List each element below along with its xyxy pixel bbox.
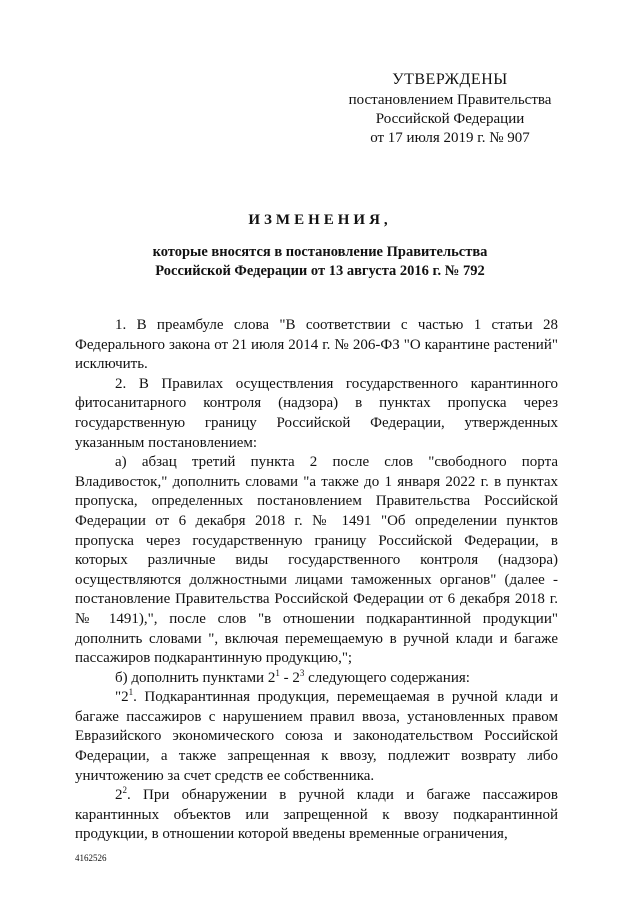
p5-sup: 1 <box>128 687 134 698</box>
document-body <box>75 316 558 845</box>
approval-stamp <box>330 70 570 148</box>
p4-sup-2: 3 <box>299 667 305 678</box>
p4-sup-1: 1 <box>275 667 280 678</box>
approval-heading: УТВЕРЖДЕНЫ <box>392 71 508 88</box>
p5-part-b: . Подкарантинная продукция, перемещаемая в ручной клади и багаже пассажиров с нарушением правил ввоза, установленных правом Евразийского экономического союза и законодательством Российской Федерации, а также запрещенная к ввозу, подлежит возврату либо уничтожению за счет средств ее собственника. <box>75 689 558 784</box>
p6-part-a: 2 <box>115 787 123 804</box>
approval-line-1: постановлением Правительства <box>348 92 552 108</box>
p4-part-a: б) дополнить пунктами 2 <box>115 669 276 686</box>
paragraph-2b <box>75 669 558 689</box>
document-code: 4162526 <box>75 853 107 863</box>
paragraph-2a: а) абзац третий пункта 2 после слов "свободного порта Владивосток," дополнить словами "а также до 1 января 2022 г. в пунктах пропуска, определенных постановлением Правительства Российской Федерации от 6 декабря 2018 г. № 1491 "Об определении пунктов пропуска через государственную границу Российской Федерации, в которых различные виды государственного контроля (надзора) осуществляются должностными лицами таможенных органов" (далее - постановление Правительства Российской Федерации от 6 декабря 2018 г. № 1491),", после слов "в отношении подкарантинной продукции" дополнить словами ", включая перемещаемую в ручной клади и багаже пассажиров подкарантинную продукцию,"; <box>75 454 558 667</box>
approval-line-2: Российской Федерации <box>375 111 525 127</box>
p4-part-c: следующего содержания: <box>304 669 470 686</box>
paragraph-2-1 <box>75 688 558 786</box>
paragraph-2-2 <box>75 786 558 845</box>
p6-part-b: . При обнаружении в ручной клади и багаже пассажиров карантинных объектов или запрещенной к ввозу подкарантинной продукции, в отношении которой введены временные ограничения, <box>75 787 558 843</box>
paragraph-2: 2. В Правилах осуществления государственного карантинного фитосанитарного контроля (надзора) в пунктах пропуска через государственную границу Российской Федерации, утвержденных указанным постановлением: <box>75 375 558 451</box>
paragraph-1: 1. В преамбуле слова "В соответствии с частью 1 статьи 28 Федерального закона от 21 июля 2014 г. № 206-ФЗ "О карантине растений" исключить. <box>75 317 558 373</box>
p4-part-b: - 2 <box>279 669 300 686</box>
title-line-2: Российской Федерации от 13 августа 2016 г. № 792 <box>155 263 485 279</box>
p5-part-a: "2 <box>115 689 129 706</box>
title-subtitle <box>0 243 640 281</box>
p6-sup: 2 <box>122 785 127 796</box>
title-line-1: которые вносятся в постановление Правительства <box>152 244 488 260</box>
approval-line-3: от 17 июля 2019 г. № 907 <box>370 130 530 146</box>
title-word: ИЗМЕНЕНИЯ, <box>248 212 392 228</box>
